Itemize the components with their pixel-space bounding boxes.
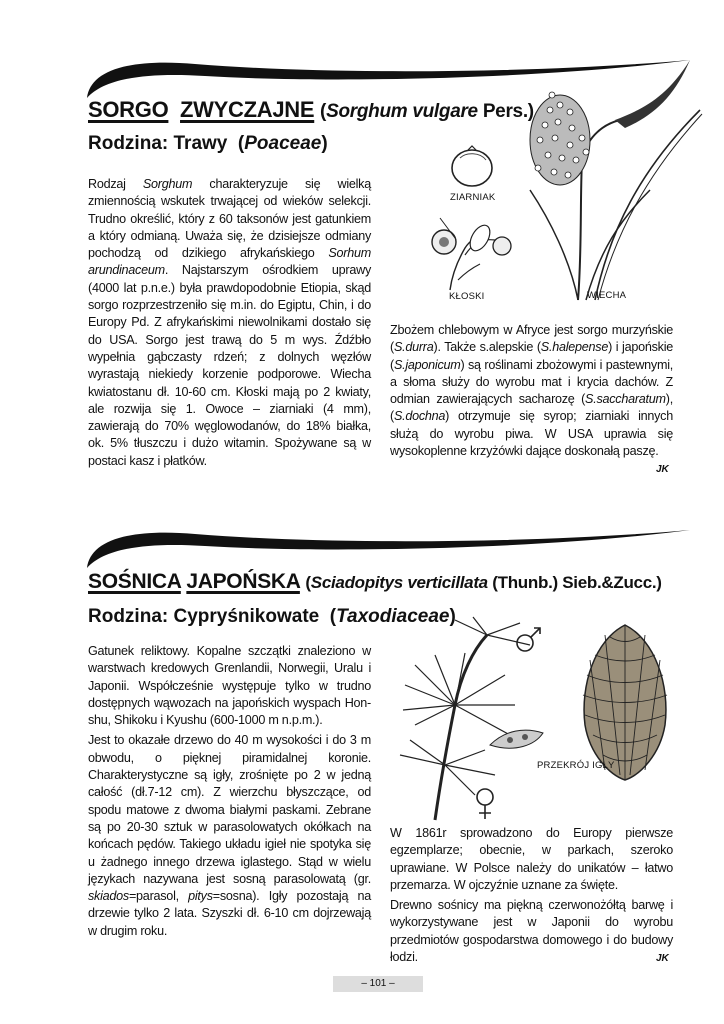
sciadopitys-illustration <box>395 615 685 825</box>
title-latin: Sorghum vulgare <box>326 101 478 122</box>
section-title <box>88 570 662 594</box>
sorghum-illustration <box>410 50 710 310</box>
title-name-1: SORGO <box>88 97 169 122</box>
section1-left-text <box>88 176 371 470</box>
paragraph: Jest to okazałe drzewo do 40 m wysokości i do 3 m obwodu, o pięknej piramidalnej koronie. Charakterystyczne są igły, zrośnięte po 2 w jedną całość (dł.7-12 cm). Z wierzchu błyszczące, od spodu matowe z dwoma białymi paskami. Zebrane są po 20-30 sztuk w parasolowatych okółkach na końcach pędów. Takiego układu igieł nie spotyka się u żadnego innego drzewa iglastego. Stąd w wielu językach nazywana jest sosną parasolowatą (gr. skiados=parasol, pitys=sosna). Igły pozostają na drzewie tylko 2 lata. Szyszki dł. 6-10 cm dojrzewają w drugim roku. <box>88 733 371 938</box>
family-prefix: Rodzina: Trawy <box>88 133 228 154</box>
family-prefix: Rodzina: Cypryśnikowate <box>88 606 320 627</box>
paragraph: Gatunek reliktowy. Kopalne szczątki znaleziono w warstwach kredowych Grenlandii, Norwegii, Uralu i Japonii. Współcześnie występuje tylko w trudno dostępnych wąwozach na japońskich wyspach Hon-shu, Shikoku i Kyushu (600-1000 m n.p.m.). <box>88 644 371 728</box>
author-signature: JK <box>656 953 669 964</box>
title-latin-group: (Sorghum vulgare Pers.) <box>320 101 534 122</box>
title-name-1: SOŚNICA <box>88 570 181 593</box>
title-name-2: JAPOŃSKA <box>186 570 300 593</box>
title-latin: Sciadopitys verticillata <box>310 573 488 592</box>
family-line: Rodzina: Trawy (Poaceae) <box>88 133 328 154</box>
section2-right-text <box>390 825 673 966</box>
family-latin: Poaceae <box>244 133 322 154</box>
paragraph: Rodzaj Sorghum charakteryzuje się wielką zmiennością wskutek trwającej od wieków selekcji. Trudno określić, który z 60 taksonów jest gatunkiem a który odmianą. Uważa się, że dzisiejsze odmiany pochodzą od dzikiego afrykańskiego Sorhum arundinaceum. Najstarszym ośrodkiem uprawy (4000 lat p.n.e.) była prawdopodobnie Etiopia, skąd sorgo rozprzestrzeniło się m.in. do Egiptu, Chin, i do Europy Pd. Z afrykańskimi niewolnikami dostało się do USA. Sorgo jest trawą do 5 m wys. Źdźbło wypełnia gąbczasty rdzeń; z dolnych węzłów wyrastają niekiedy korzenie podporowe. Wiecha kwiatostanu dł. 10-60 cm. Kłoski mają po 2 kwiaty, ale rozwija się 1. Owoce – ziarniaki (4 mm), zawierają do 70% węglowodanów, do 18% białka, ok. 5% tłuszczu i dużo witamin. Spożywane są w postaci kasz i płatków. <box>88 177 371 468</box>
family-line: Rodzina: Cypryśnikowate (Taxodiaceae) <box>88 606 456 627</box>
paragraph: Zbożem chlebowym w Afryce jest sorgo murzyńskie (S.durra). Także s.alepskie (S.halepense) i japońskie (S.japonicum) są roślinami zbożowymi i pastewnymi, a słoma służy do wyrobu mat i krycia dachów. Z odmian zawierających sacharozę (S.saccharatum), (S.dochna) otrzymuje się syrop; ziarniaki innych służą do wyrobu piwa. W USA uprawia się wysokoplenne krzyżówki dające doskonałą paszę. <box>390 323 674 459</box>
title-latin-group: (Sciadopitys verticillata (Thunb.) Sieb.&Zucc.) <box>305 573 662 592</box>
decorative-swoosh <box>85 520 695 570</box>
section2-left-text <box>88 643 371 940</box>
label-panicle: WIECHA <box>587 290 627 301</box>
title-author: Pers.) <box>482 101 534 122</box>
label-spikelets: KŁOSKI <box>449 291 485 302</box>
title-author: (Thunb.) Sieb.&Zucc.) <box>492 573 662 592</box>
label-needle-section: PRZEKRÓJ IGŁY <box>537 760 615 771</box>
section1-right-text <box>390 322 673 460</box>
title-name-2: ZWYCZAJNE <box>180 97 315 122</box>
author-signature: JK <box>656 464 669 475</box>
family-latin: Taxodiaceae <box>336 606 450 627</box>
paragraph: W 1861r sprowadzono do Europy pierwsze egzemplarze; obecnie, w parkach, szeroko uprawiane. W Polsce należy do unikatów – łatwo przemarza. W ojczyźnie uznane za święte. <box>390 826 673 892</box>
page-number: – 101 – <box>333 976 423 992</box>
paragraph: Drewno sośnicy ma piękną czerwonożółtą barwę i wykorzystywane jest w Japonii do wyrobu przedmiotów gospodarstwa domowego i do budowy łodzi. <box>390 898 673 965</box>
label-grain: ZIARNIAK <box>450 192 496 203</box>
